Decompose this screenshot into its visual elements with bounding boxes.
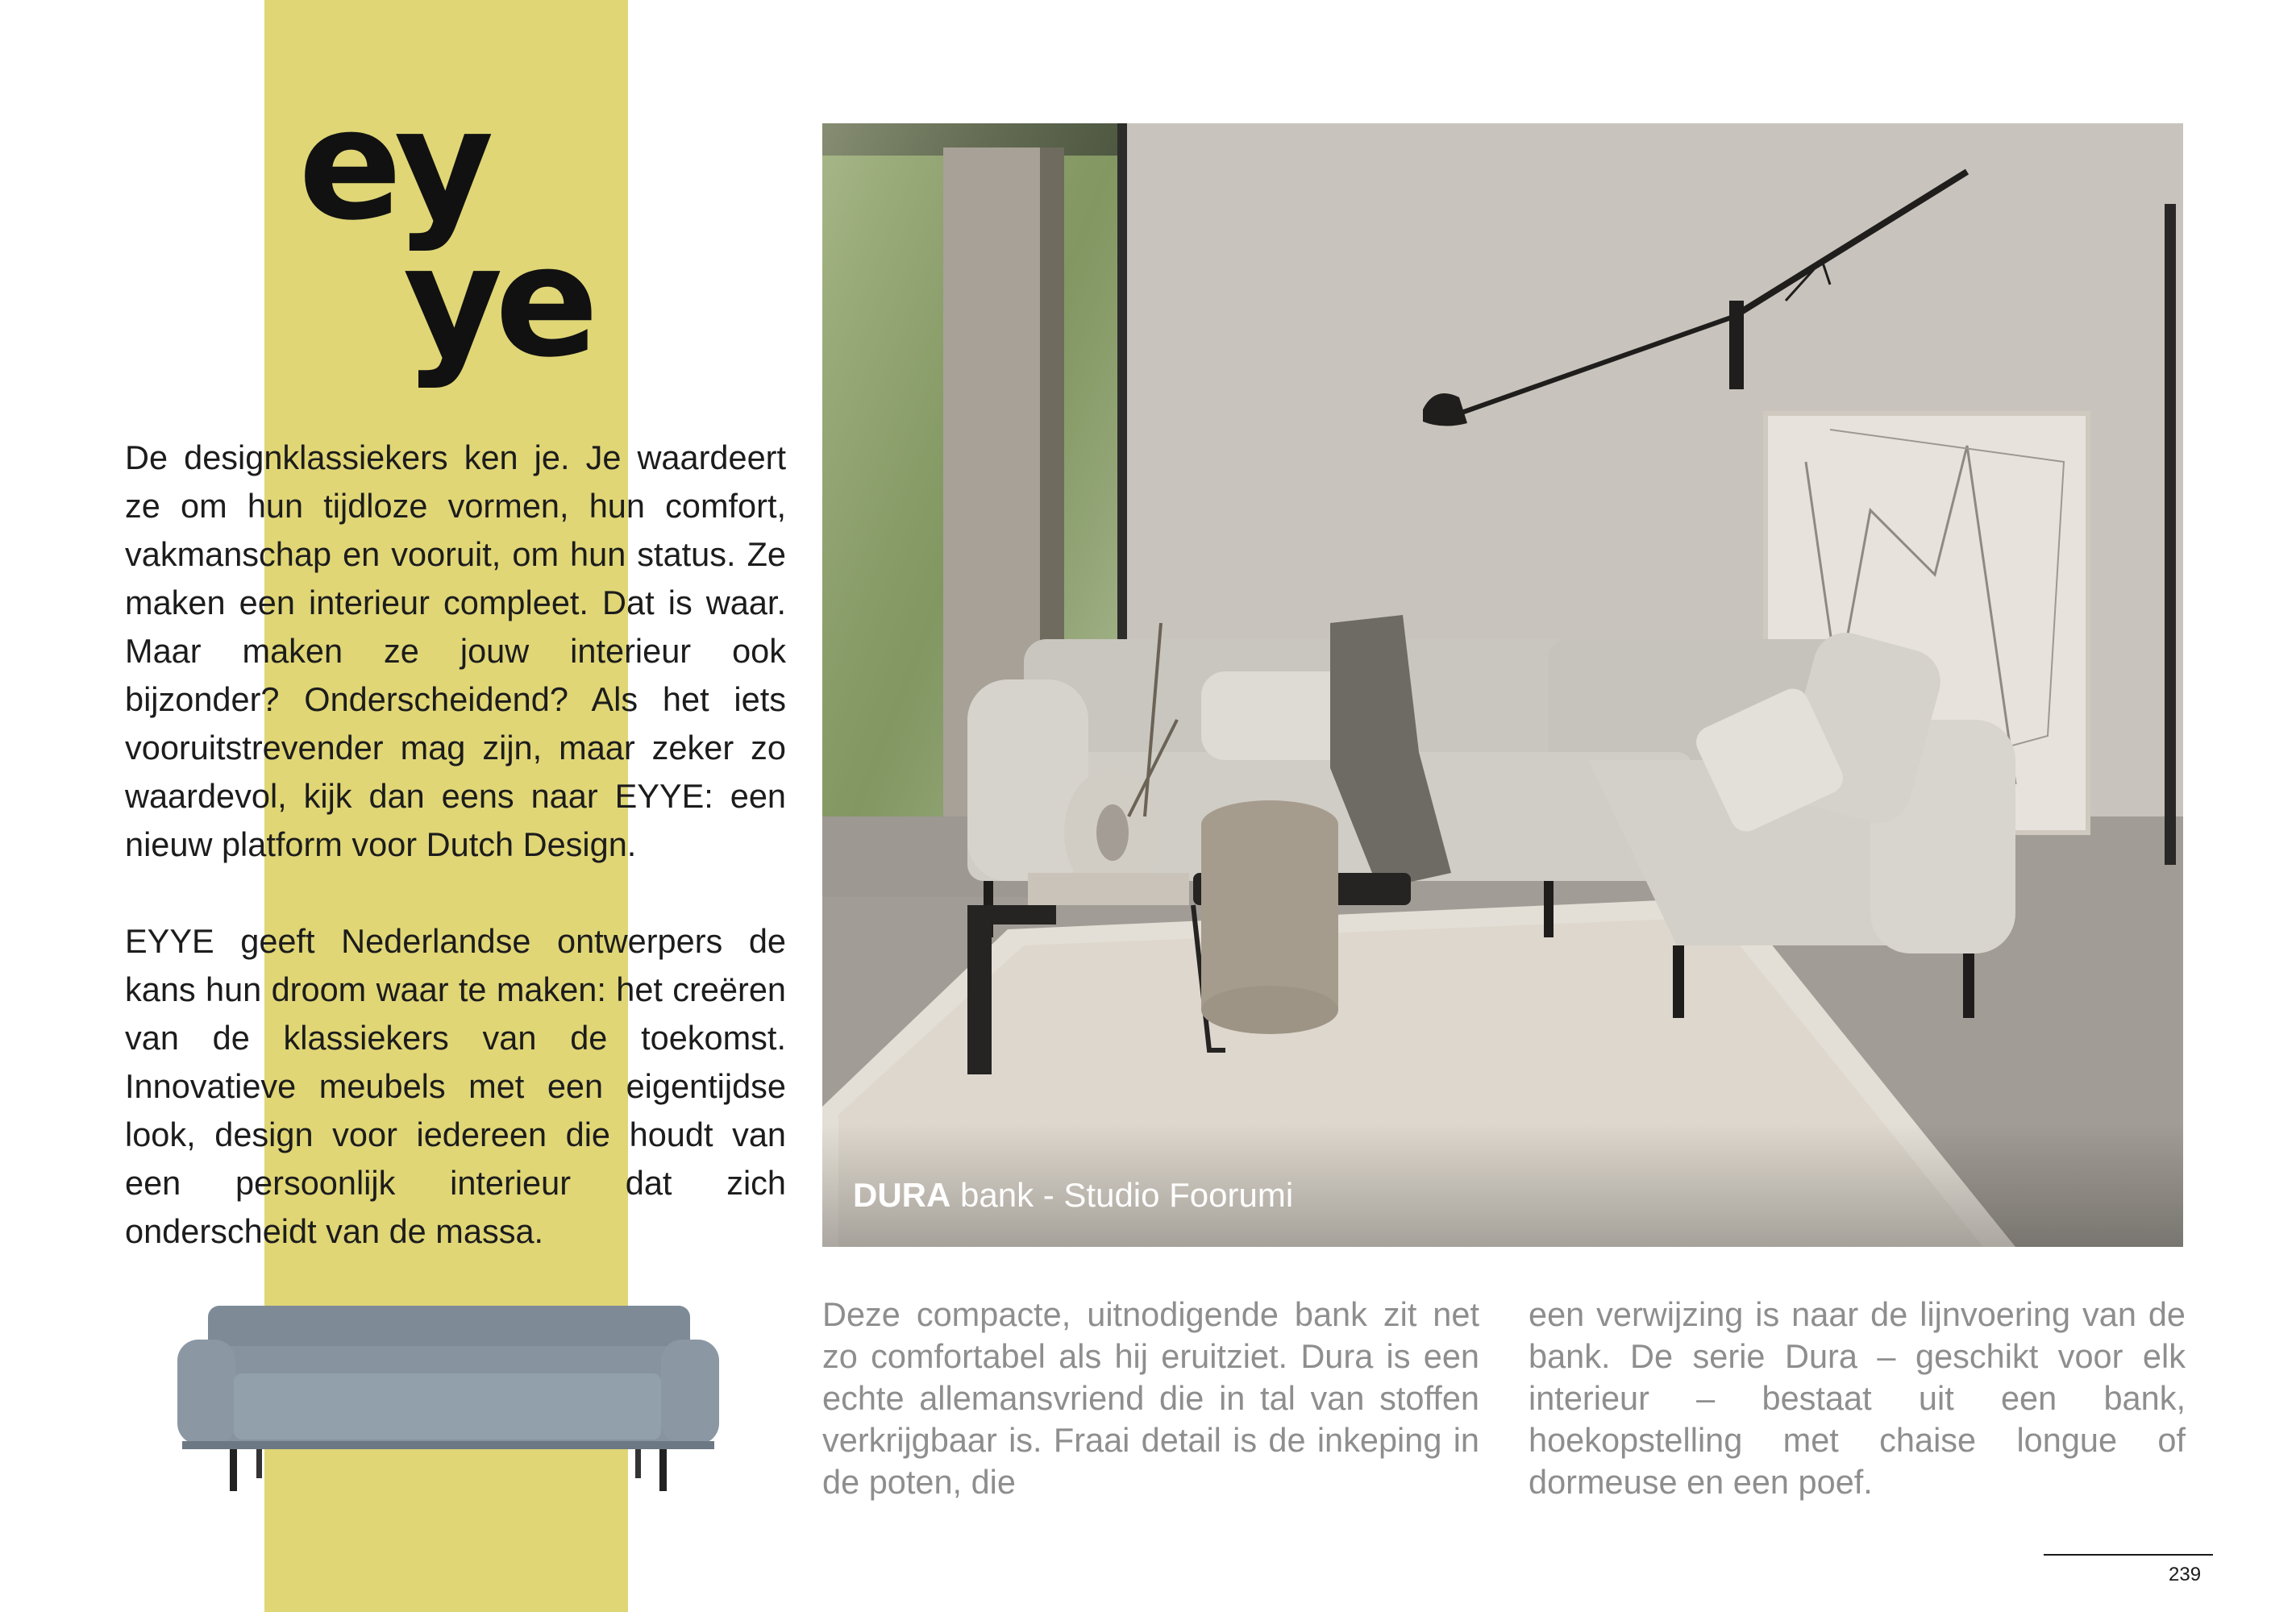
description-column-2: een verwijzing is naar de lijnvoering van de bank. De serie Dura – geschikt voor elk interieur – bestaat uit een bank, hoekopstelling met chaise longue of dormeuse en een poef. (1529, 1295, 2186, 1501)
logo-line-1: ey (298, 76, 486, 254)
intro-paragraph-1: De designklassiekers ken je. Je waardeert ze om hun tijdloze vormen, hun comfort, vakmanschap en vooruit, om hun status. Ze maken een interieur compleet. Dat is waar. Maar maken ze jouw interieur ook bijzonder? Onderscheidend? Als het iets vooruitstrevender mag zijn, maar zeker zo waardevol, kijk dan eens naar EYYE: een nieuw platform voor Dutch Design. (125, 438, 786, 863)
description-column-1: Deze compacte, uitnodigende bank zit net zo comfortabel als hij eruitziet. Dura is een echte allemansvriend die in tal van stoffen verkrijgbaar is. Fraai detail is de inkeping in de poten, die (822, 1295, 1479, 1501)
intro-paragraph-2: EYYE geeft Nederlandse ontwerpers de kans hun droom waar te maken: het creëren van de klassiekers van de toekomst. Innovatieve meubels met een eigentijdse look, design voor iedereen die houdt van een persoonlijk interieur dat zich onderscheidt van de massa. (125, 922, 786, 1250)
page-number: 239 (2169, 1564, 2202, 1585)
photo-illustration (822, 123, 2183, 1247)
sofa-illustration (169, 1299, 726, 1501)
photo-caption (853, 1176, 1293, 1215)
caption-text: bank - Studio Foorumi (950, 1176, 1294, 1214)
eyye-logo (298, 76, 591, 395)
living-room-photo (822, 123, 2183, 1247)
caption-brand: DURA (853, 1176, 951, 1214)
intro-text (125, 434, 786, 1256)
dura-sofa-product-image (169, 1299, 726, 1501)
logo-line-2: ye (403, 213, 591, 391)
footer-rule (2044, 1554, 2213, 1556)
